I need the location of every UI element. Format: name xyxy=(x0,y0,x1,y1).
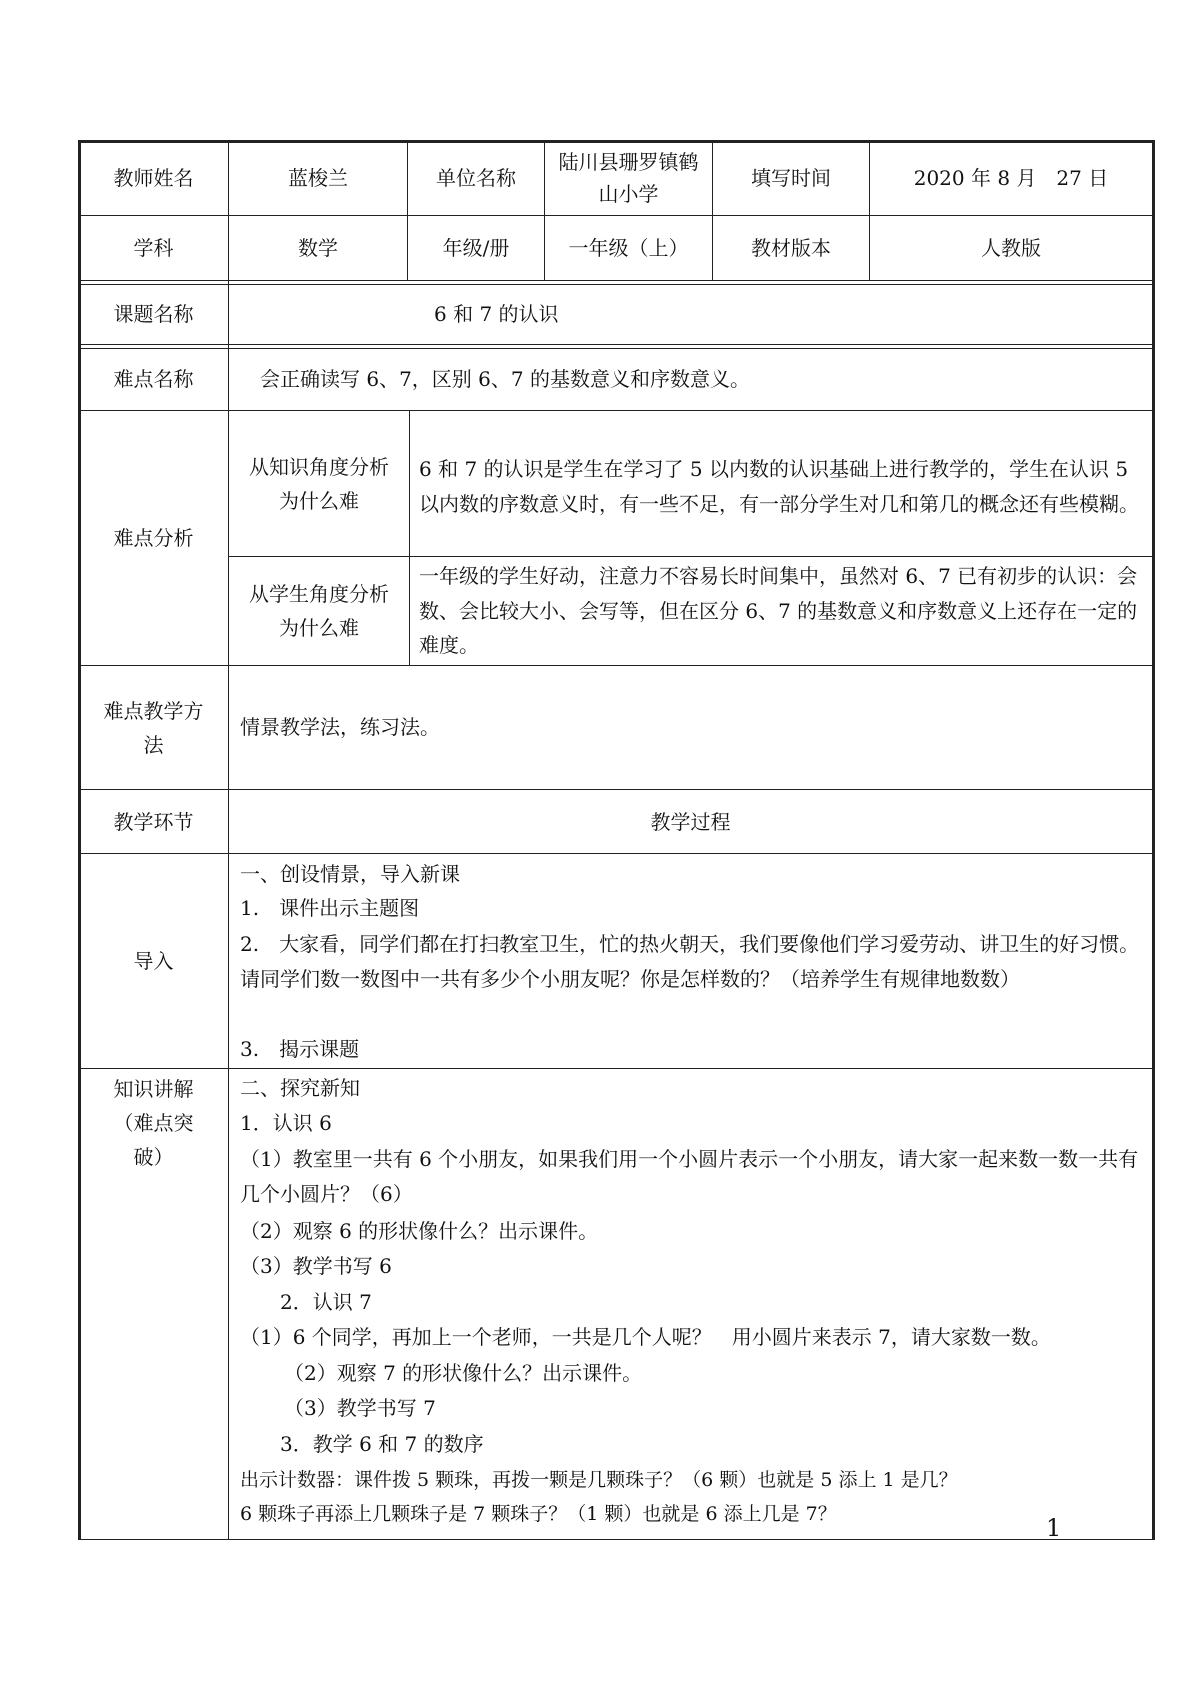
process-header: 教学过程 xyxy=(650,809,731,834)
method-label-line2: 法 xyxy=(143,732,164,757)
knowledge-line: 1．认识 6 xyxy=(240,1111,332,1135)
intro-line: 3. 揭示课题 xyxy=(240,1037,360,1061)
row-divider xyxy=(79,853,1154,854)
knowledge-angle-label-line2: 为什么难 xyxy=(279,488,359,513)
page-number: 1 xyxy=(1046,1514,1062,1542)
grade-value: 一年级（上） xyxy=(568,236,689,260)
knowledge-label-line3: 破） xyxy=(133,1145,174,1169)
column-divider xyxy=(409,411,410,665)
subject-value: 数学 xyxy=(298,236,338,260)
edition-value: 人教版 xyxy=(981,236,1041,260)
unit-value xyxy=(545,141,712,215)
row-divider xyxy=(79,665,1154,666)
student-angle-label-line2: 为什么难 xyxy=(279,616,359,640)
knowledge-line: 2．认识 7 xyxy=(280,1290,372,1314)
knowledge-line: （1）6 个同学，再加上一个老师，一共是几个人呢？ 用小圆片来表示 7，请大家数一数。 xyxy=(240,1325,1051,1349)
teacher-label: 教师姓名 xyxy=(113,166,194,190)
grade-label: 年级/册 xyxy=(442,236,510,260)
teacher-value: 蓝梭兰 xyxy=(288,166,348,190)
knowledge-angle-label-line1: 从知识角度分析 xyxy=(249,454,389,479)
knowledge-angle-text: 6 和 7 的认识是学生在学习了 5 以内数的认识基础上进行教学的，学生在认识 5 以内数的序数意义时，有一些不足，有一部分学生对几和第几的概念还有些模糊。 xyxy=(419,457,1139,516)
method-value: 情景教学法，练习法。 xyxy=(240,715,440,739)
unit-value-line2: 山小学 xyxy=(598,182,659,206)
method-label xyxy=(79,666,228,789)
knowledge-label-line2: （难点突 xyxy=(113,1111,194,1135)
unit-label: 单位名称 xyxy=(436,166,516,190)
knowledge-line: （3）教学书写 7 xyxy=(284,1396,436,1420)
knowledge-line: 6 颗珠子再添上几颗珠子是 7 颗珠子？（1 颗）也就是 6 添上几是 7？ xyxy=(240,1503,837,1525)
knowledge-angle-label xyxy=(229,411,409,556)
student-angle-text: 一年级的学生好动，注意力不容易长时间集中，虽然对 6、7 已有初步的认识：会数、会比较大小、会写等，但在区分 6、7 的基数意义和序数意义上还存在一定的难度。 xyxy=(419,564,1138,657)
knowledge-line: （2）观察 7 的形状像什么？出示课件。 xyxy=(284,1361,643,1385)
difficulty-label: 难点名称 xyxy=(113,367,194,391)
date-label: 填写时间 xyxy=(751,166,831,190)
table-bottom-border xyxy=(79,1539,1154,1540)
intro-line: 2. 大家看，同学们都在打扫教室卫生，忙的热火朝天，我们要像他们学习爱劳动、讲卫生的好习惯。请同学们数一数图中一共有多少个小朋友呢？你是怎样数的？（培养学生有规律地数数） xyxy=(240,932,1140,991)
edition-label: 教材版本 xyxy=(751,236,831,260)
topic-label: 课题名称 xyxy=(113,302,194,326)
knowledge-line: （3）教学书写 6 xyxy=(240,1254,392,1278)
intro-label: 导入 xyxy=(133,949,174,973)
stage-header: 教学环节 xyxy=(113,809,194,834)
subject-label: 学科 xyxy=(133,236,174,260)
knowledge-line: （1）教室里一共有 6 个小朋友，如果我们用一个小圆片表示一个小朋友，请大家一起来数一数一共有几个小圆片？（6） xyxy=(240,1147,1139,1206)
knowledge-line: 二、探究新知 xyxy=(240,1076,360,1100)
knowledge-line: 出示计数器：课件拨 5 颗珠，再拨一颗是几颗珠子？（6 颗）也就是 5 添上 1 是几？ xyxy=(240,1469,958,1491)
knowledge-label xyxy=(79,1072,228,1182)
knowledge-line: （2）观察 6 的形状像什么？出示课件。 xyxy=(240,1219,599,1243)
knowledge-label-line1: 知识讲解 xyxy=(113,1077,194,1101)
topic-value: 6 和 7 的认识 xyxy=(434,302,559,326)
student-angle-label xyxy=(229,557,409,665)
method-label-line1: 难点教学方 xyxy=(103,698,204,723)
difficulty-value: 会正确读写 6、7，区别 6、7 的基数意义和序数意义。 xyxy=(260,367,750,391)
student-angle-label-line1: 从学生角度分析 xyxy=(249,582,389,606)
row-divider xyxy=(79,280,1154,285)
analysis-label: 难点分析 xyxy=(113,526,194,550)
date-value: 2020 年 8 月 27 日 xyxy=(913,166,1109,190)
row-divider xyxy=(79,344,1154,349)
table-right-border xyxy=(1152,140,1155,1540)
knowledge-line: 3．教学 6 和 7 的数序 xyxy=(280,1432,484,1456)
unit-value-line1: 陆川县珊罗镇鹤 xyxy=(558,150,699,174)
intro-line: 一、创设情景，导入新课 xyxy=(240,862,460,886)
row-divider xyxy=(79,1068,1154,1069)
intro-line: 1. 课件出示主题图 xyxy=(240,896,420,920)
